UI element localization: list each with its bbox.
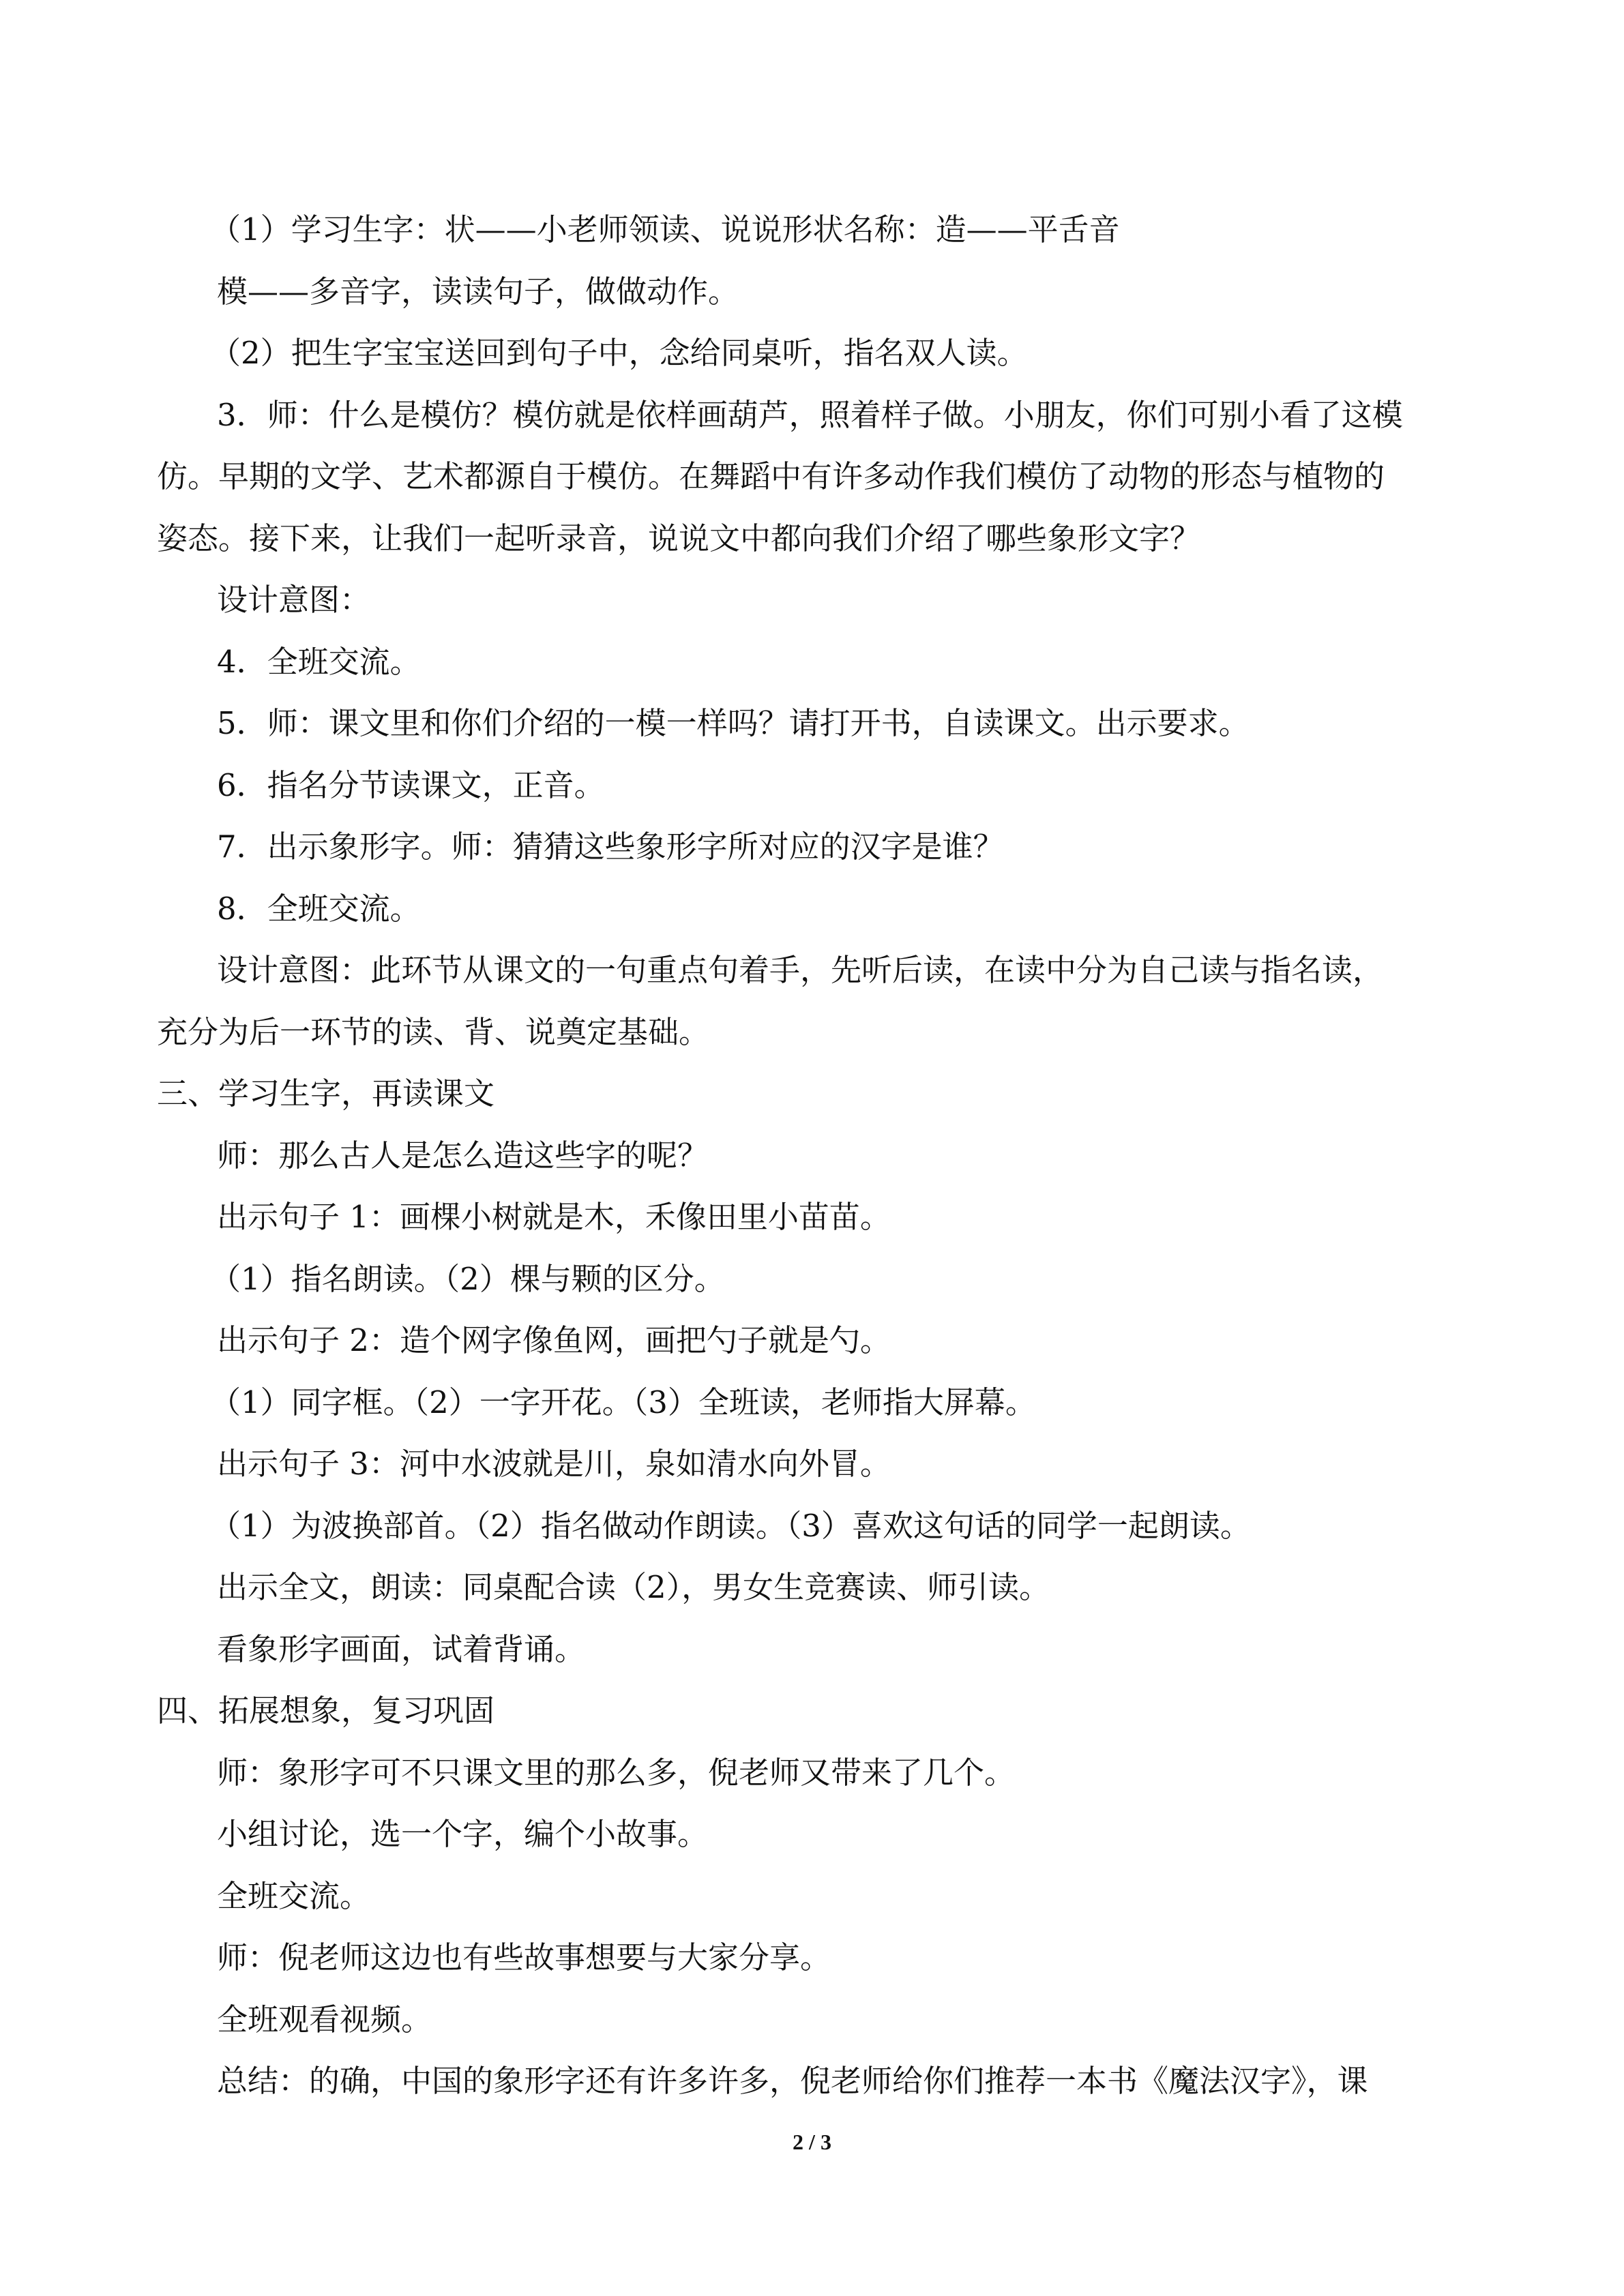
paragraph-line: 设计意图：此环节从课文的一句重点句着手，先听后读，在读中分为自己读与指名读， xyxy=(217,952,1384,988)
paragraph-line: 出示句子 3：河中水波就是川，泉如清水向外冒。 xyxy=(217,1446,891,1482)
paragraph-line: 姿态。接下来，让我们一起听录音，说说文中都向我们介绍了哪些象形文字？ xyxy=(157,520,1201,556)
paragraph-line: 师：那么古人是怎么造这些字的呢？ xyxy=(217,1137,709,1174)
paragraph-line: 模——多音字，读读句子，做做动作。 xyxy=(217,273,739,310)
paragraph-line: 全班交流。 xyxy=(217,1877,371,1914)
paragraph-line: （1）指名朗读。（2）棵与颗的区分。 xyxy=(210,1260,725,1297)
paragraph-line: 总结：的确，中国的象形字还有许多许多，倪老师给你们推荐一本书《魔法汉字》，课 xyxy=(217,2063,1368,2099)
section-heading: 三、学习生字，再读课文 xyxy=(157,1075,495,1112)
paragraph-line: （1）为波换部首。（2）指名做动作朗读。（3）喜欢这句话的同学一起朗读。 xyxy=(210,1507,1251,1544)
paragraph-line: （1）学习生字：状——小老师领读、说说形状名称：造——平舌音 xyxy=(210,211,1120,248)
paragraph-line: 5．师：课文里和你们介绍的一模一样吗？请打开书，自读课文。出示要求。 xyxy=(217,705,1250,741)
paragraph-line: 充分为后一环节的读、背、说奠定基础。 xyxy=(157,1013,710,1050)
paragraph-line: 出示句子 2：造个网字像鱼网，画把勺子就是勺。 xyxy=(217,1322,891,1358)
paragraph-line: 6．指名分节读课文，正音。 xyxy=(217,766,605,803)
page-number: 2 / 3 xyxy=(793,2130,831,2154)
paragraph-line: 设计意图： xyxy=(217,582,371,618)
paragraph-line: 仿。早期的文学、艺术都源自于模仿。在舞蹈中有许多动作我们模仿了动物的形态与植物的 xyxy=(157,458,1385,494)
paragraph-line: 师：倪老师这边也有些故事想要与大家分享。 xyxy=(217,1939,831,1976)
document-body xyxy=(157,199,1480,2113)
paragraph-line: 全班观看视频。 xyxy=(217,2001,432,2038)
paragraph-line: 7．出示象形字。师：猜猜这些象形字所对应的汉字是谁？ xyxy=(217,829,1004,865)
paragraph-line: 3．师：什么是模仿？模仿就是依样画葫芦，照着样子做。小朋友，你们可别小看了这模 xyxy=(217,396,1403,433)
paragraph-line: （2）把生字宝宝送回到句子中，念给同桌听，指名双人读。 xyxy=(210,335,1028,371)
paragraph-line: 4．全班交流。 xyxy=(217,643,421,680)
paragraph-line: （1）同字框。（2）一字开花。（3）全班读，老师指大屏幕。 xyxy=(210,1384,1036,1420)
paragraph-line: 小组讨论，选一个字，编个小故事。 xyxy=(217,1816,709,1852)
section-heading: 四、拓展想象，复习巩固 xyxy=(157,1693,495,1729)
paragraph-line: 看象形字画面，试着背诵。 xyxy=(217,1630,586,1667)
paragraph-line: 师：象形字可不只课文里的那么多，倪老师又带来了几个。 xyxy=(217,1754,1016,1791)
paragraph-line: 出示句子 1：画棵小树就是木，禾像田里小苗苗。 xyxy=(217,1199,891,1235)
paragraph-line: 8．全班交流。 xyxy=(217,890,421,927)
paragraph-line: 出示全文，朗读：同桌配合读（2），男女生竞赛读、师引读。 xyxy=(217,1569,1050,1605)
